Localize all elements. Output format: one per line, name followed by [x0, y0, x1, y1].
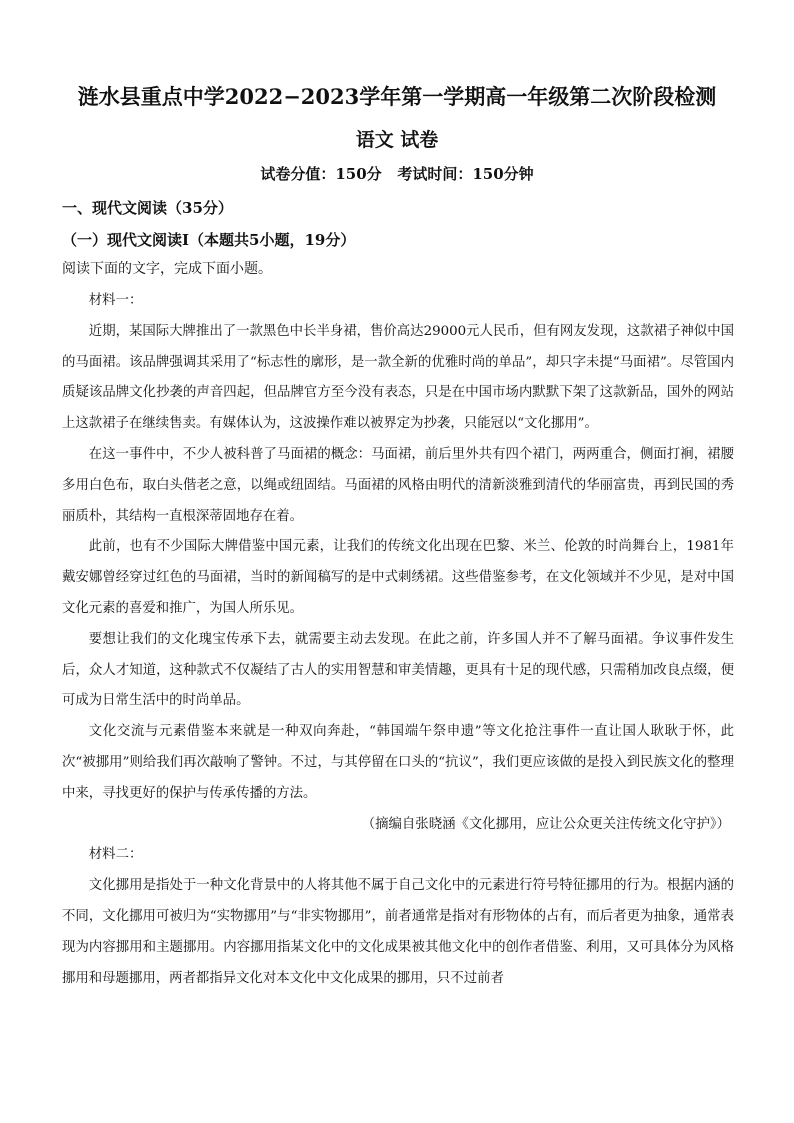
exam-meta: 试卷分值：150分 考试时间：150分钟 — [260, 165, 534, 183]
exam-subtitle: 语文 试卷 — [355, 129, 439, 151]
material-one-paragraph: 要想让我们的文化瑰宝传承下去，就需要主动去发现。在此之前，许多国人并不了解马面裙。争议事件发生后，众人才知道，这种款式不仅凝结了古人的实用智慧和审美情趣，更具有十足的现代感，只需稍加改良点缀，便可成为日常生活中的时尚单品。 — [62, 631, 734, 709]
material-one-paragraph: 文化交流与元素借鉴本来就是一种双向奔赴，“韩国端午祭申遗”等文化抢注事件一直让国人耿耿于怀，此次“被挪用”则给我们再次敲响了警钟。不过，与其停留在口头的“抗议”，我们更应该做的是投入到民族文化的整理中来，寻找更好的保护与传承传播的方法。 — [62, 724, 734, 801]
reading-instruction: 阅读下面的文字，完成下面小题。 — [62, 261, 272, 277]
section-heading: 一、现代文阅读（35分） — [62, 199, 233, 217]
material-two-label: 材料二： — [88, 847, 143, 863]
material-one-paragraph: 在这一事件中，不少人被科普了马面裙的概念：马面裙，前后里外共有四个裙门，两两重合，侧面打裥，裙腰多用白色布，取白头偕老之意，以绳或纽固结。马面裙的风格由明代的清新淡雅到清代的华丽富贵，再到民国的秀丽质朴，其结构一直根深蒂固地存在着。 — [62, 446, 734, 524]
material-two-paragraph: 文化挪用是指处于一种文化背景中的人将其他不属于自己文化中的元素进行符号特征挪用的行为。根据内涵的不同，文化挪用可被归为“实物挪用”与“非实物挪用”，前者通常是指对有形物体的占有，而后者更为抽象，通常表现为内容挪用和主题挪用。内容挪用指某文化中的文化成果被其他文化中的创作者借鉴、利用，又可具体分为风格挪用和母题挪用，两者都指异文化对本文化中文化成果的挪用，只不过前者 — [62, 878, 734, 986]
reading-passage — [62, 286, 734, 994]
subsection-heading: （一）现代文阅读Ⅰ（本题共5小题，19分） — [62, 231, 356, 249]
exam-title: 涟水县重点中学2022−2023学年第一学期高一年级第二次阶段检测 — [77, 84, 717, 109]
material-one-label: 材料一： — [88, 293, 143, 308]
material-one-source: （摘编自张晓涵《文化挪用，应让公众更关注传统文化守护》） — [361, 816, 730, 832]
material-one-paragraph: 此前，也有不少国际大牌借鉴中国元素，让我们的传统文化出现在巴黎、米兰、伦敦的时尚舞台上，1981年戴安娜曾经穿过红色的马面裙，当时的新闻稿写的是中式刺绣裙。这些借鉴参考，在文化领域并不少见，是对中国文化元素的喜爱和推广，为国人所乐见。 — [62, 539, 734, 616]
material-one-paragraph: 近期，某国际大牌推出了一款黑色中长半身裙，售价高达29000元人民币，但有网友发现，这款裙子神似中国的马面裙。该品牌强调其采用了“标志性的廓形，是一款全新的优雅时尚的单品”，却只字未提“马面裙”。尽管国内质疑该品牌文化抄袭的声音四起，但品牌官方至今没有表态，只是在中国市场内默默下架了这款新品，国外的网站上这款裙子在继续售卖。有媒体认为，这波操作难以被界定为抄袭，只能冠以“文化挪用”。 — [62, 323, 734, 432]
